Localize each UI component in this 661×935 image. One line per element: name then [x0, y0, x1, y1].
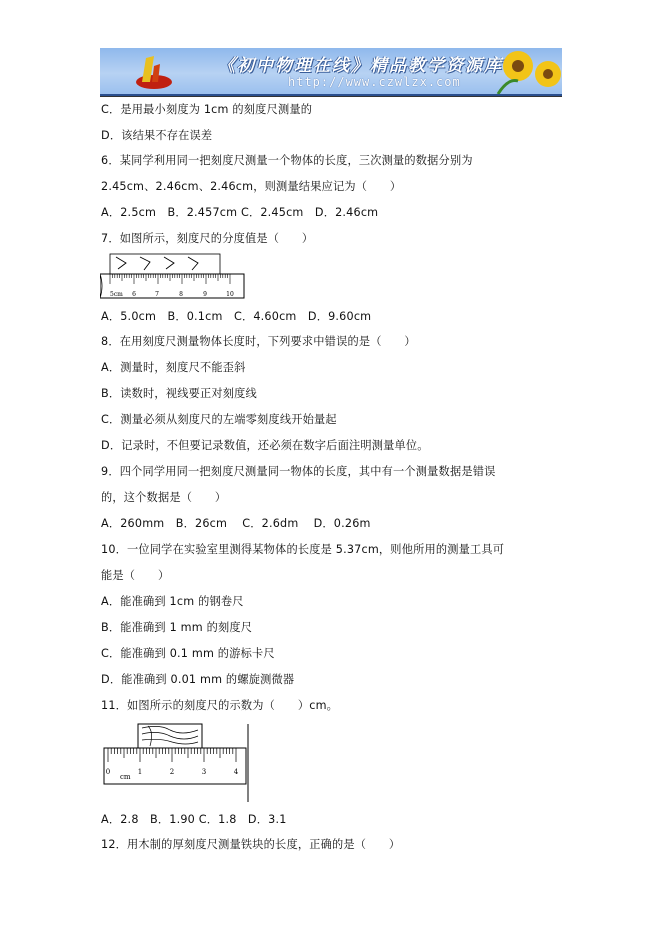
q11-tick-label: 2 [169, 768, 175, 776]
q9-stem-line2: 的，这个数据是（ ） [101, 491, 227, 504]
q6-options: A．2.5cm B．2.457cm C．2.45cm D．2.46cm [101, 206, 379, 219]
site-url[interactable]: http://www.czwlzx.com [288, 75, 461, 89]
q7-tick-label: 7 [155, 291, 159, 298]
q11-tick-label: 0 [105, 768, 111, 776]
q12-stem: 12．用木制的厚刻度尺测量铁块的长度，正确的是（ ） [101, 838, 401, 851]
q7-tick-label: 9 [203, 291, 207, 298]
q10-option-a: A．能准确到 1cm 的钢卷尺 [101, 595, 244, 608]
q8-option-d: D．记录时，不但要记录数值，还必须在数字后面注明测量单位。 [101, 439, 429, 452]
q11-tick-label: 4 [233, 768, 239, 776]
q10-stem-line1: 10．一位同学在实验室里测得某物体的长度是 5.37cm，则他所用的测量工具可 [101, 543, 505, 556]
q11-unit-label: cm [120, 773, 131, 781]
q5-option-d: D．该结果不存在误差 [101, 129, 213, 142]
q7-unit-label: 5cm [110, 291, 123, 298]
q10-option-b: B．能准确到 1 mm 的刻度尺 [101, 621, 253, 634]
site-logo-icon [130, 52, 174, 92]
header-banner [100, 48, 562, 96]
q6-stem-line2: 2.45cm、2.46cm、2.46cm，则测量结果应记为（ ） [101, 180, 402, 193]
q7-tick-label: 8 [179, 291, 183, 298]
q10-option-d: D．能准确到 0.01 mm 的螺旋测微器 [101, 673, 295, 686]
q10-stem-line2: 能是（ ） [101, 569, 170, 582]
q8-stem: 8．在用刻度尺测量物体长度时，下列要求中错误的是（ ） [101, 335, 416, 348]
q11-options: A．2.8 B．1.90 C．1.8 D．3.1 [101, 813, 287, 826]
q7-tick-label: 10 [226, 291, 234, 298]
q11-ruler-figure [100, 722, 254, 804]
q6-stem-line1: 6．某同学利用同一把刻度尺测量一个物体的长度，三次测量的数据分别为 [101, 154, 473, 167]
q9-stem-line1: 9．四个同学用同一把刻度尺测量同一物体的长度，其中有一个测量数据是错误 [101, 465, 496, 478]
q5-option-c: C．是用最小刻度为 1cm 的刻度尺测量的 [101, 103, 313, 116]
q9-options: A．260mm B．26cm C．2.6dm D．0.26m [101, 517, 371, 530]
q8-option-b: B．读数时，视线要正对刻度线 [101, 387, 257, 400]
sunflower-icon [488, 48, 562, 94]
q7-options: A．5.0cm B．0.1cm C．4.60cm D．9.60cm [101, 310, 372, 323]
header-rule [100, 96, 562, 97]
q7-ruler-figure [100, 253, 246, 303]
q11-tick-label: 1 [137, 768, 143, 776]
q7-tick-label: 6 [132, 291, 136, 298]
q10-option-c: C．能准确到 0.1 mm 的游标卡尺 [101, 647, 275, 660]
q8-option-c: C．测量必须从刻度尺的左端零刻度线开始量起 [101, 413, 337, 426]
q7-stem: 7．如图所示，刻度尺的分度值是（ ） [101, 232, 314, 245]
q8-option-a: A．测量时，刻度尺不能歪斜 [101, 361, 246, 374]
q11-tick-label: 3 [201, 768, 207, 776]
site-title: 《初中物理在线》精品教学资源库 [218, 56, 503, 76]
q11-stem: 11．如图所示的刻度尺的示数为（ ）cm。 [101, 699, 339, 712]
